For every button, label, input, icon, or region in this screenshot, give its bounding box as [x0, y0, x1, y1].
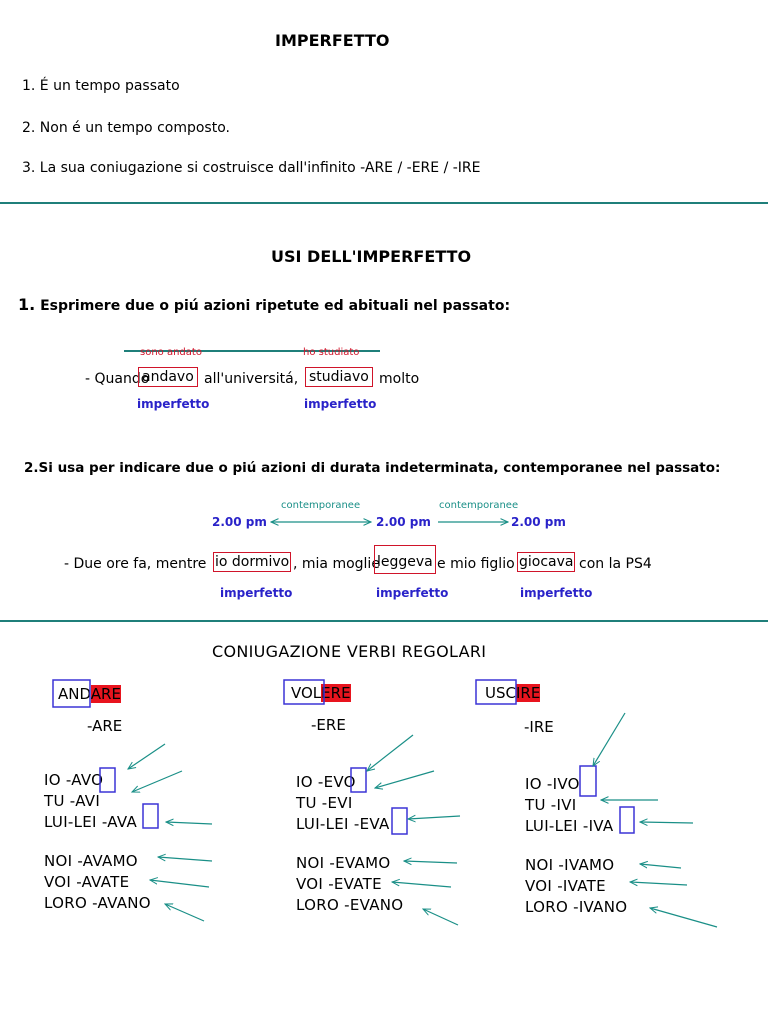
usi-heading-1-text: Esprimere due o piú azioni ripetute ed abituali nel passato:: [40, 298, 511, 314]
example-2-verb-1: io dormivo: [215, 554, 290, 570]
example-1-mid: all'universitá,: [204, 371, 299, 387]
volere-row-lui-lei: LUI-LEI -EVA: [296, 815, 390, 833]
uscire-ending-label: -IRE: [524, 718, 554, 736]
example-2-mid-2: e mio figlio: [437, 556, 515, 572]
andare-row-voi: VOI -AVATE: [44, 873, 130, 891]
uscire-row-io: IO -IVO: [525, 775, 580, 793]
uscire-row-tu: TU -IVI: [525, 796, 577, 814]
andare-row-tu: TU -AVI: [44, 792, 101, 810]
uscire-stem-box: [476, 680, 516, 704]
example-2-verb-2: leggeva: [374, 545, 436, 574]
example-2-post: con la PS4: [579, 556, 652, 572]
above-label-2: ho studiato: [303, 347, 360, 358]
uscire-row-noi: NOI -IVAMO: [525, 856, 615, 874]
volere-io-box: [351, 768, 366, 792]
andare-row-loro: LORO -AVANO: [44, 894, 151, 912]
volere-stem: VOL: [291, 684, 322, 702]
coniug-title: CONIUGAZIONE VERBI REGOLARI: [212, 642, 487, 661]
example-2-pre: - Due ore fa, mentre: [64, 556, 207, 572]
uscire-lui-box: [620, 807, 634, 833]
volere-row-voi: VOI -EVATE: [296, 875, 382, 893]
example-1-verb-2: studiavo: [305, 367, 373, 387]
volere-ending-highlight: ERE: [321, 684, 351, 702]
contemporanee-label-2: contemporanee: [439, 500, 519, 511]
uscire-stem: USC: [485, 684, 516, 702]
point-2: 2. Non é un tempo composto.: [22, 120, 230, 136]
volere-row-noi: NOI -EVAMO: [296, 854, 391, 872]
example-2-label-2: imperfetto: [376, 586, 449, 600]
example-2-label-3: imperfetto: [520, 586, 593, 600]
andare-io-box: [100, 768, 115, 792]
uscire-row-voi: VOI -IVATE: [525, 877, 606, 895]
uscire-row-lui-lei: LUI-LEI -IVA: [525, 817, 614, 835]
andare-row-lui-lei: LUI-LEI -AVA: [44, 813, 137, 831]
point-3: 3. La sua coniugazione si costruisce dall'infinito -ARE / -ERE / -IRE: [22, 160, 481, 176]
andare-ending-label: -ARE: [87, 717, 123, 735]
example-1-post: molto: [379, 371, 420, 387]
time-2: 2.00 pm: [376, 515, 431, 529]
andare-lui-box: [143, 804, 158, 828]
example-1-verb-1: andavo: [138, 367, 198, 387]
volere-lui-box: [392, 808, 407, 834]
uscire-io-box: [580, 766, 596, 796]
andare-stem: AND: [58, 685, 91, 703]
page-title: IMPERFETTO: [275, 31, 390, 50]
time-3: 2.00 pm: [511, 515, 566, 529]
uscire-ending-highlight: IRE: [515, 684, 541, 702]
volere-ending-label: -ERE: [311, 716, 346, 734]
example-2-verb-3: giocava: [519, 554, 574, 570]
andare-row-io: IO -AVO: [44, 771, 104, 789]
volere-row-io: IO -EVO: [296, 773, 356, 791]
usi-heading-2: 2.Si usa per indicare due o piú azioni di durata indeterminata, contemporanee nel passato:: [24, 460, 721, 476]
above-label-1: sono andato: [140, 347, 202, 358]
volere-stem-box: [284, 680, 324, 704]
volere-row-tu: TU -EVI: [296, 794, 353, 812]
point-1: 1. É un tempo passato: [22, 78, 180, 94]
usi-heading-1-number: 1.: [18, 295, 36, 314]
andare-ending-highlight: ARE: [90, 685, 121, 703]
example-1-pre: - Quando: [85, 371, 150, 387]
contemporanee-label-1: contemporanee: [281, 500, 361, 511]
andare-stem-box: [53, 680, 90, 707]
example-1-label-1: imperfetto: [137, 397, 210, 411]
uscire-row-loro: LORO -IVANO: [525, 898, 628, 916]
example-2-label-1: imperfetto: [220, 586, 293, 600]
andare-row-noi: NOI -AVAMO: [44, 852, 138, 870]
example-1-label-2: imperfetto: [304, 397, 377, 411]
example-2-mid-1: , mia moglie: [293, 556, 380, 572]
usi-title: USI DELL'IMPERFETTO: [271, 247, 472, 266]
time-1: 2.00 pm: [212, 515, 267, 529]
volere-row-loro: LORO -EVANO: [296, 896, 404, 914]
